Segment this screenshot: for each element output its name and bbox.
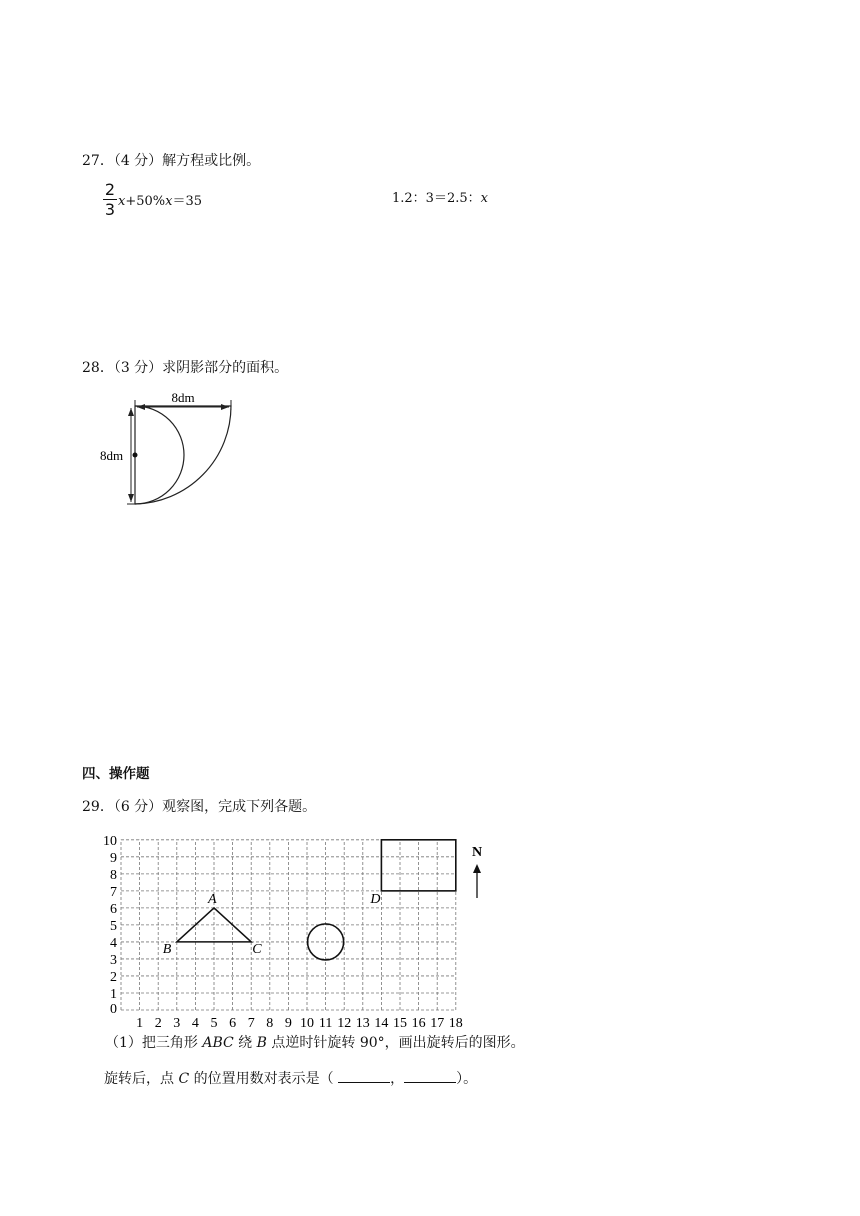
arrowhead-left-icon bbox=[137, 404, 145, 410]
answer-text: 旋转后，点 bbox=[104, 1071, 179, 1087]
top-dimension-label: 8dm bbox=[171, 390, 195, 405]
point-name: C bbox=[178, 1071, 190, 1087]
answer-end: ）。 bbox=[456, 1071, 478, 1087]
arrowhead-up-icon bbox=[128, 408, 134, 416]
grid-lines bbox=[121, 840, 456, 1010]
north-arrowhead-icon bbox=[473, 864, 481, 873]
x-tick-label: 17 bbox=[430, 1016, 445, 1030]
y-tick-label: 6 bbox=[110, 901, 117, 917]
x-tick-label: 18 bbox=[448, 1016, 463, 1030]
left-dimension-label: 8dm bbox=[100, 448, 124, 463]
arrowhead-down-icon bbox=[128, 494, 134, 502]
y-tick-label: 7 bbox=[110, 884, 117, 900]
question-28-header: 28．（3 分）求阴影部分的面积。 bbox=[82, 360, 289, 376]
fraction-numerator: 2 bbox=[104, 180, 116, 199]
x-tick-label: 11 bbox=[318, 1016, 333, 1030]
y-axis-labels bbox=[103, 834, 117, 1017]
x-tick-label: 12 bbox=[337, 1016, 352, 1030]
fraction-two-thirds bbox=[102, 180, 118, 219]
north-label: N bbox=[471, 845, 483, 860]
y-tick-label: 3 bbox=[110, 952, 117, 968]
equation-1-term: +50% bbox=[125, 194, 166, 209]
answer-separator: ， bbox=[390, 1071, 405, 1087]
answer-blank-x[interactable] bbox=[338, 1070, 390, 1083]
sub-question-1-text: 绕 bbox=[233, 1035, 257, 1051]
equation-1-result: ＝35 bbox=[172, 194, 203, 209]
variable-x: x bbox=[118, 194, 126, 209]
x-tick-label: 3 bbox=[173, 1016, 181, 1030]
y-tick-label: 10 bbox=[103, 833, 117, 849]
x-tick-label: 16 bbox=[411, 1016, 426, 1030]
x-tick-label: 4 bbox=[191, 1016, 199, 1030]
triangle-name: ABC bbox=[202, 1035, 234, 1051]
origin-label: 0 bbox=[110, 1002, 117, 1017]
y-tick-label: 2 bbox=[110, 969, 117, 985]
variable-x: x bbox=[165, 194, 173, 209]
y-tick-label: 4 bbox=[110, 935, 117, 951]
y-tick-label: 1 bbox=[110, 986, 117, 1002]
proportion-text: 1.2：3＝2.5： bbox=[392, 191, 481, 206]
vertex-label-d: D bbox=[370, 891, 381, 907]
x-tick-label: 13 bbox=[355, 1016, 370, 1030]
section-title: 四、操作题 bbox=[82, 766, 150, 782]
semicircle-outline bbox=[135, 406, 184, 504]
sub-question-1-text: 点逆时针旋转 90°，画出旋转后的图形。 bbox=[266, 1035, 525, 1051]
x-tick-label: 7 bbox=[247, 1016, 255, 1030]
north-arrow-icon bbox=[466, 840, 490, 902]
x-tick-label: 10 bbox=[300, 1016, 314, 1030]
shaded-area-figure bbox=[95, 386, 245, 516]
center-dot bbox=[133, 453, 138, 458]
y-tick-label: 9 bbox=[110, 850, 117, 866]
answer-text: 的位置用数对表示是（ bbox=[189, 1071, 339, 1087]
question-27-header: 27．（4 分）解方程或比例。 bbox=[82, 153, 261, 169]
x-tick-label: 1 bbox=[136, 1016, 144, 1030]
x-tick-label: 8 bbox=[266, 1016, 274, 1030]
sub-question-1 bbox=[105, 1032, 525, 1052]
vertex-label-b: B bbox=[162, 941, 172, 957]
quarter-circle-outline bbox=[135, 406, 231, 504]
fraction-denominator: 3 bbox=[104, 200, 116, 219]
sub-question-1-answer-line bbox=[104, 1068, 477, 1088]
x-tick-label: 2 bbox=[154, 1016, 162, 1030]
x-axis-labels bbox=[136, 1016, 463, 1030]
coordinate-grid-figure bbox=[90, 815, 510, 1030]
vertex-label-a: A bbox=[208, 891, 217, 907]
question-29-header: 29．（6 分）观察图，完成下列各题。 bbox=[82, 799, 317, 815]
y-tick-label: 8 bbox=[110, 867, 117, 883]
y-tick-label: 5 bbox=[110, 918, 117, 934]
x-tick-label: 15 bbox=[393, 1016, 407, 1030]
x-tick-label: 5 bbox=[210, 1016, 218, 1030]
arrowhead-right-icon bbox=[221, 404, 229, 410]
x-tick-label: 9 bbox=[284, 1016, 292, 1030]
vertex-label-c: C bbox=[252, 941, 262, 957]
answer-blank-y[interactable] bbox=[404, 1070, 456, 1083]
equation-1 bbox=[118, 190, 202, 209]
sub-question-1-text: （1）把三角形 bbox=[105, 1035, 203, 1051]
equation-2 bbox=[392, 187, 488, 206]
x-tick-label: 6 bbox=[229, 1016, 237, 1030]
x-tick-label: 14 bbox=[374, 1016, 389, 1030]
point-name: B bbox=[256, 1035, 267, 1051]
variable-x: x bbox=[480, 191, 488, 206]
